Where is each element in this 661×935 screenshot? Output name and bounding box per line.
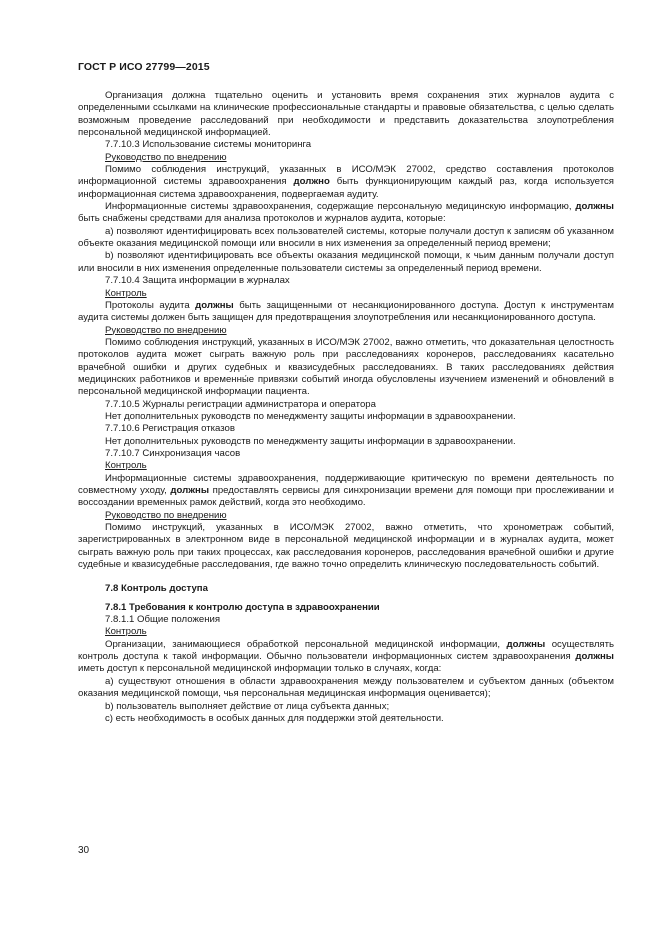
section-heading-7-8: 7.8 Контроль доступа [105, 583, 208, 595]
page-number: 30 [78, 845, 90, 856]
list-item: c) есть необходимость в особых данных для поддержки этой деятельности. [105, 712, 444, 724]
section-heading-7-8-1: 7.8.1 Требования к контролю доступа в здравоохранении [105, 601, 380, 613]
section-heading-7-7-10-5: 7.7.10.5 Журналы регистрации администратора и оператора [105, 398, 376, 410]
control-label: Контроль [105, 287, 147, 299]
paragraph: Нет дополнительных руководств по менеджменту защиты информации в здравоохранении. [105, 435, 516, 447]
implementation-guide-label: Руководство по внедрению [105, 509, 227, 521]
list-item: a) позволяют идентифицировать всех пользователей системы, которые получали доступ к записям об указанном объекте оказания медицинской помощи или вносили в них изменения за определенный период времени; [78, 225, 614, 250]
section-heading-7-8-1-1: 7.8.1.1 Общие положения [105, 614, 221, 626]
list-item: b) пользователь выполняет действие от лица субъекта данных; [105, 700, 390, 712]
implementation-guide-label: Руководство по внедрению [105, 324, 227, 336]
paragraph: Информационные системы здравоохранения, поддерживающие критическую по времени деятельность по совместному уходу, должны предоставлять сервисы для синхронизации времени для помощи при прослеживании и воссоздании временных рамок действий, когда это необходимо. [78, 472, 615, 509]
paragraph: Помимо инструкций, указанных в ИСО/МЭК 27002, важно отметить, что хронометраж событий, зарегистрированных в электронном виде в персональной медицинской информации и в журналах аудита, может сыграть важную роль при таких процессах, как расследования коронеров, расследования врачебной ошибки и другие судебные и квазисудебные расследования, где важно точно определить клиническую последовательность событий. [78, 522, 614, 571]
section-heading-7-7-10-3: 7.7.10.3 Использование системы мониторинга [105, 139, 312, 151]
list-item: a) существуют отношения в области здравоохранения между пользователем и субъектом данных (объектом оказания медицинской помощи, чья персональная медицинская информация оценивается); [78, 675, 614, 700]
control-label: Контроль [105, 626, 147, 638]
section-heading-7-7-10-7: 7.7.10.7 Синхронизация часов [105, 447, 241, 459]
paragraph: Информационные системы здравоохранения, содержащие персональную медицинскую информацию, должны быть снабжены средствами для анализа протоколов и журналов аудита, которые: [78, 201, 614, 225]
paragraph: Помимо соблюдения инструкций, указанных в ИСО/МЭК 27002, важно отметить, что доказательная целостность протоколов аудита может сыграть важную роль при расследованиях коронеров, расследованиях касательно врачебной ошибки и других судебных и квазисудебных расследованиях. В таких расследованиях действия медицинских работников и временны́е привязки событий иногда обусловлены изучением изменений и обновлений в персональной медицинской информации пациента. [78, 336, 614, 398]
paragraph: Помимо соблюдения инструкций, указанных в ИСО/МЭК 27002, средство составления протоколов информационной системы здравоохранения должно быть функционирующим каждый раз, когда используется информационная система здравоохранения, подвергаемая аудиту. [78, 164, 614, 200]
document-header: ГОСТ Р ИСО 27799—2015 [78, 61, 210, 73]
document-body [78, 90, 614, 725]
control-label: Контроль [105, 460, 147, 472]
paragraph: Нет дополнительных руководств по менеджменту защиты информации в здравоохранении. [105, 410, 516, 422]
paragraph: Протоколы аудита должны быть защищенными от несанкционированного доступа. Доступ к инструментам аудита системы должен быть защищен для предотвращения злоупотребления или несанкционированного доступа. [78, 299, 614, 324]
implementation-guide-label: Руководство по внедрению [105, 151, 227, 163]
section-heading-7-7-10-4: 7.7.10.4 Защита информации в журналах [105, 275, 290, 287]
paragraph: Организации, занимающиеся обработкой персональной медицинской информации, должны осуществлять контроль доступа к такой информации. Обычно пользователи информационных систем здравоохранения должны иметь доступ к персональной медицинской информации только в случаях, когда: [78, 638, 614, 675]
list-item: b) позволяют идентифицировать все объекты оказания медицинской помощи, к чьим данным получали доступ или вносили в них изменения определенные пользователи системы за определенный период времени. [78, 250, 614, 274]
section-heading-7-7-10-6: 7.7.10.6 Регистрация отказов [105, 423, 235, 435]
paragraph: Организация должна тщательно оценить и установить время сохранения этих журналов аудита с определенными ссылками на клинические профессиональные стандарты и правовые обязательства, с целью сделать возможным проведение расследований при необходимости и представить доказательства злоупотребления персональной медицинской информацией. [78, 90, 614, 139]
